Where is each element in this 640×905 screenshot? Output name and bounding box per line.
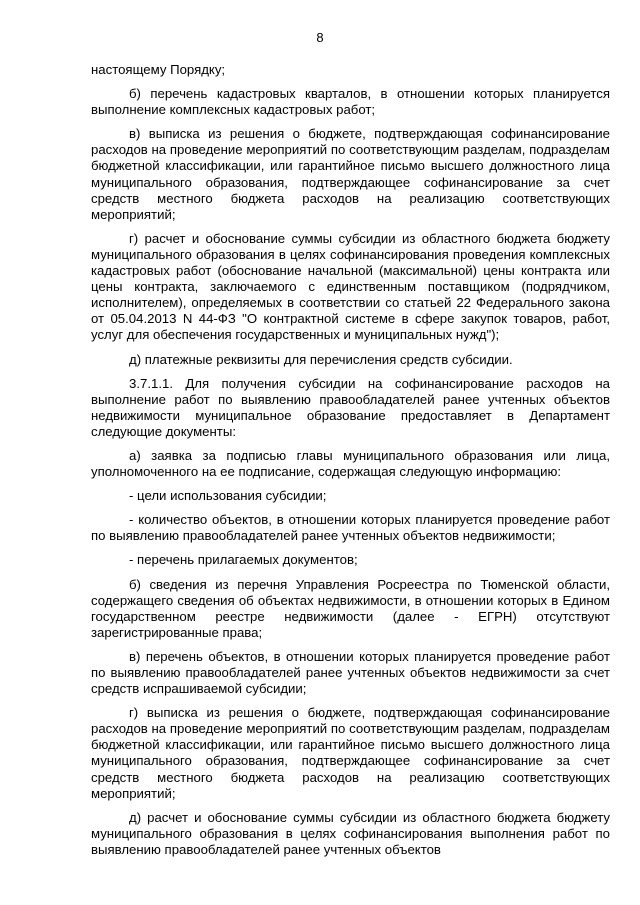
- paragraph-item-g-subsidy-calculation: г) расчет и обоснование суммы субсидии из областного бюджета бюджету муниципального образования в целях софинансирования проведения комплексных кадастровых работ (обоснование начальной (максимальной) цены контракта или цены контракта, заключаемого с единственным поставщиком (подрядчиком, исполнителем), определяемых в соответствии со статьей 22 Федерального закона от 05.04.2013 N 44-ФЗ "О контрактной системе в сфере закупок товаров, работ, услуг для обеспечения государственных и муниципальных нужд");: [91, 230, 610, 343]
- paragraph-item-v-budget-extract: в) выписка из решения о бюджете, подтверждающая софинансирование расходов на проведение мероприятий по соответствующим разделам, подразделам бюджетной классификации, или гарантийное письмо высшего должностного лица муниципального образования, подтверждающее софинансирование за счет средств местного бюджета расходов на реализацию соответствующих мероприятий;: [91, 126, 610, 222]
- paragraph-item-b-cadastral-quarters: б) перечень кадастровых кварталов, в отношении которых планируется выполнение комплексных кадастровых работ;: [91, 86, 610, 118]
- paragraph-item-d-subsidy-calculation: д) расчет и обоснование суммы субсидии из областного бюджета бюджету муниципального образования в целях софинансирования выполнения работ по выявлению правообладателей ранее учтенных объектов: [91, 809, 610, 857]
- paragraph-item-d-payment-details: д) платежные реквизиты для перечисления средств субсидии.: [129, 351, 513, 367]
- paragraph-item-a-application: а) заявка за подписью главы муниципального образования или лица, уполномоченного на ее подписание, содержащая следующую информацию:: [91, 447, 610, 480]
- page-number: 8: [316, 30, 324, 45]
- paragraph-item-b-rosreestr-list: б) сведения из перечня Управления Росреестра по Тюменской области, содержащего сведения об объектах недвижимости, в отношении которых в Едином государственном реестре недвижимости (далее - ЕГРН) отсутствуют зарегистрированные права;: [91, 576, 610, 640]
- paragraph-clause-3-7-1-1: 3.7.1.1. Для получения субсидии на софинансирование расходов на выполнение работ по выявлению правообладателей ранее учтенных объектов недвижимости муниципальное образование предоставляет в Департамент следующие документы:: [91, 375, 610, 439]
- paragraph-continuation: настоящему Порядку;: [91, 62, 226, 77]
- paragraph-item-v-objects-list: в) перечень объектов, в отношении которых планируется проведение работ по выявлению правообладателей ранее учтенных объектов недвижимости за счет средств испрашиваемой субсидии;: [91, 648, 610, 697]
- paragraph-bullet-purpose: - цели использования субсидии;: [129, 488, 327, 504]
- document-body: [91, 62, 610, 858]
- paragraph-item-g-budget-extract: г) выписка из решения о бюджете, подтверждающая софинансирование расходов на проведение мероприятий по соответствующим разделам, подразделам бюджетной классификации, или гарантийное письмо высшего должностного лица муниципального образования, подтверждающее софинансирование за счет средств местного бюджета расходов на реализацию соответствующих мероприятий;: [91, 705, 610, 801]
- paragraph-bullet-attached-documents: - перечень прилагаемых документов;: [129, 552, 358, 568]
- paragraph-bullet-object-count: - количество объектов, в отношении которых планируется проведение работ по выявлению правообладателей ранее учтенных объектов недвижимости;: [91, 512, 610, 544]
